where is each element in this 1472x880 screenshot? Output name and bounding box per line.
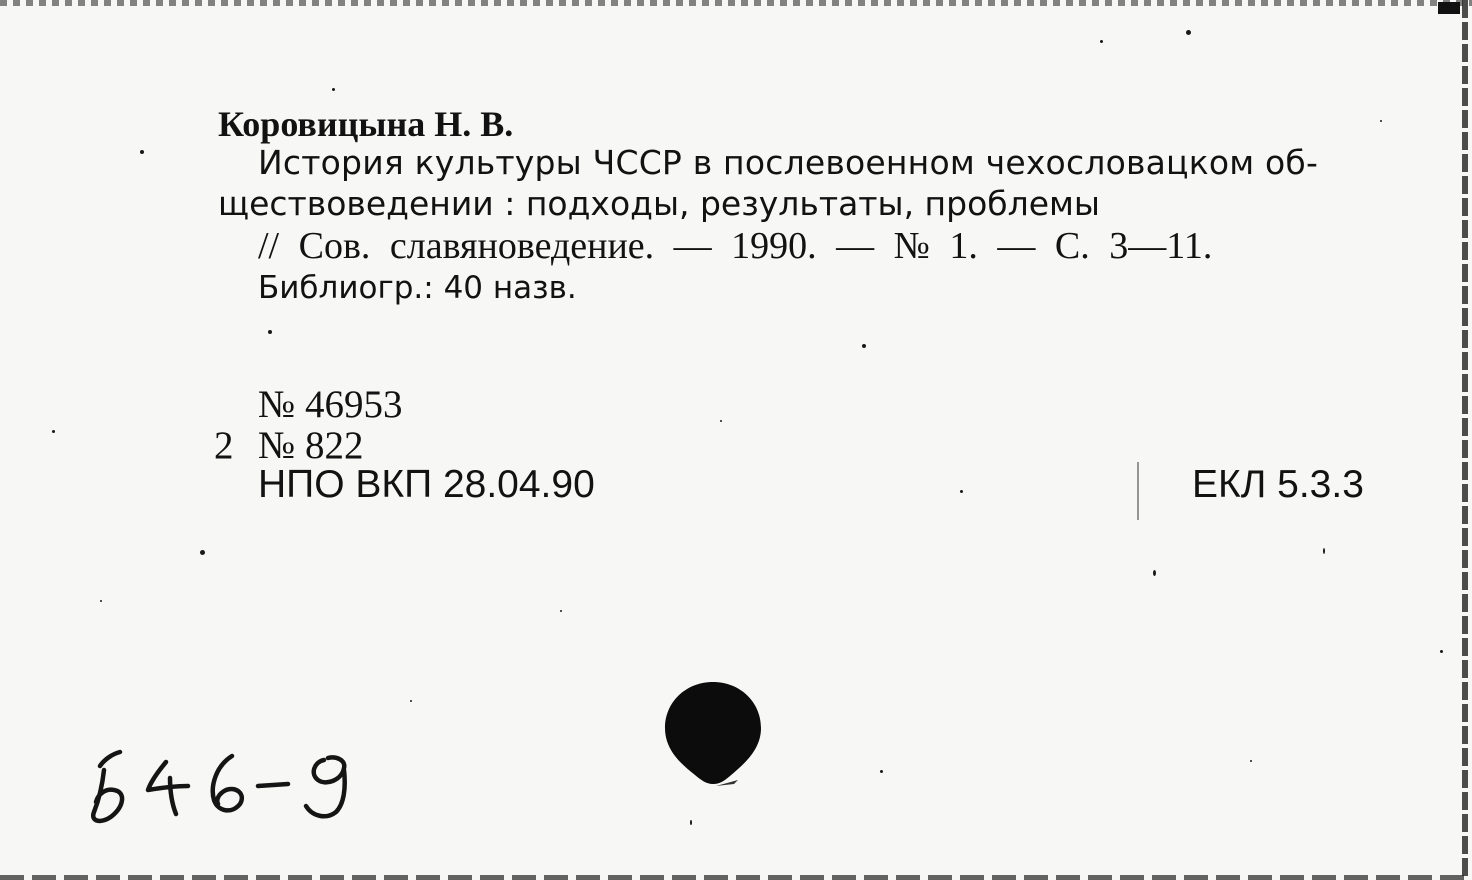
bibliography-note: Библиогр.: 40 назв. xyxy=(258,270,577,306)
title-line-1: История культуры ЧССР в послевоенном чехословацком об- xyxy=(258,143,1319,182)
classification-code: ЕКЛ 5.3.3 xyxy=(1192,463,1364,506)
handwritten-shelfmark xyxy=(80,730,370,830)
title-line-2: ществоведении : подходы, результаты, проблемы xyxy=(218,184,1100,223)
card-top-edge xyxy=(0,0,1472,6)
punch-hole xyxy=(664,680,762,786)
copies-count: 2 xyxy=(214,424,234,467)
column-divider xyxy=(1137,462,1139,520)
source-citation: // Сов. славяноведение. — 1990. — № 1. — С. 3—11. xyxy=(258,225,1213,267)
corner-mark xyxy=(1438,2,1460,14)
issuer-date: НПО ВКП 28.04.90 xyxy=(258,463,595,506)
record-number-2: № 822 xyxy=(258,424,364,467)
author-name: Коровицына Н. В. xyxy=(218,104,514,144)
card-bottom-edge xyxy=(0,875,1472,880)
card-right-edge xyxy=(1462,0,1468,880)
record-number-1: № 46953 xyxy=(258,383,403,426)
